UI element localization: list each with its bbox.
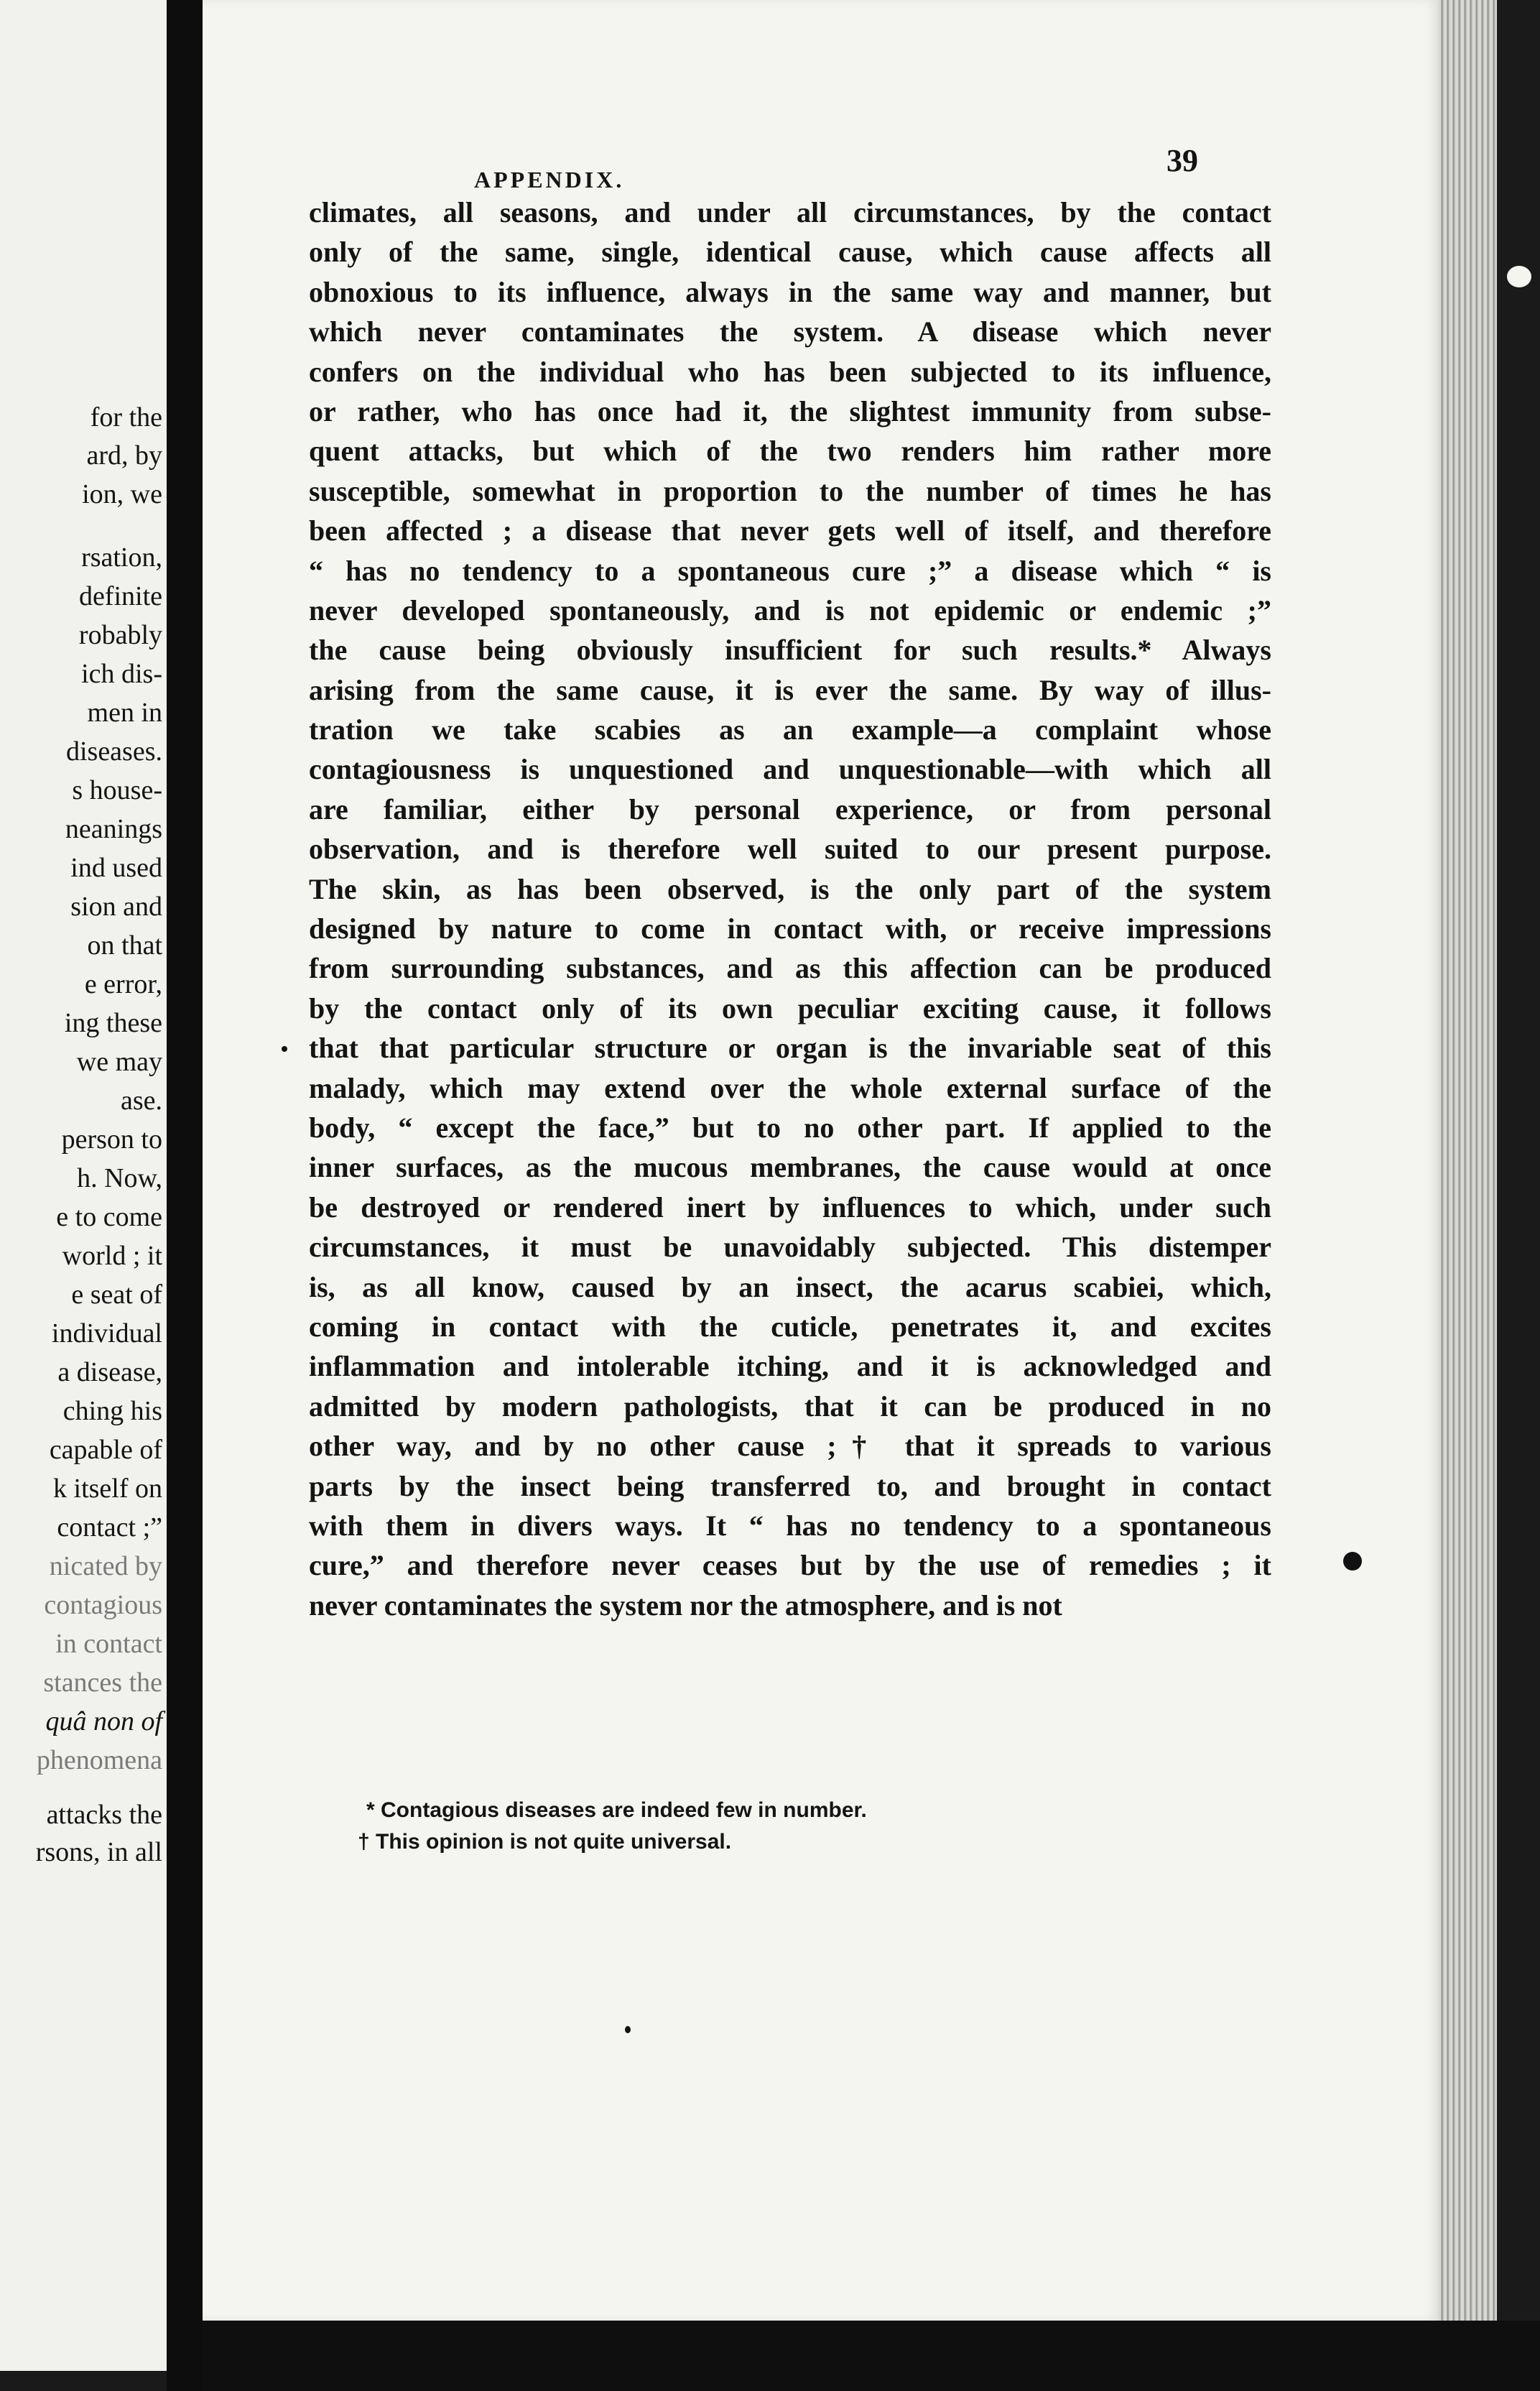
light-speck bbox=[1507, 266, 1531, 287]
text-line: coming in contact with the cuticle, penetrates it, and excites bbox=[309, 1310, 1271, 1343]
left-page-fragment: we may bbox=[76, 1047, 162, 1077]
text-line: contagiousness is unquestioned and unquestionable—with which all bbox=[309, 753, 1271, 786]
text-line: malady, which may extend over the whole external surface of the bbox=[309, 1071, 1271, 1104]
text-line: is, as all know, caused by an insect, the acarus scabiei, which, bbox=[309, 1270, 1271, 1303]
ink-speck bbox=[282, 1046, 287, 1052]
left-page-fragment: a disease, bbox=[57, 1357, 162, 1387]
text-line: quent attacks, but which of the two renders him rather more bbox=[309, 435, 1271, 468]
text-line: inner surfaces, as the mucous membranes, the cause would at once bbox=[309, 1151, 1271, 1184]
text-line: that that particular structure or organ is the invariable seat of this bbox=[309, 1032, 1271, 1065]
text-line: be destroyed or rendered inert by influences to which, under such bbox=[309, 1190, 1271, 1224]
left-page-fragment: ard, by bbox=[86, 440, 162, 471]
left-page-fragment: ching his bbox=[62, 1396, 162, 1426]
left-page-fragment: s house- bbox=[72, 775, 162, 805]
left-page-fragment: stances the bbox=[43, 1668, 162, 1698]
text-line: susceptible, somewhat in proportion to the number of times he has bbox=[309, 474, 1271, 507]
text-line: obnoxious to its influence, always in the same way and manner, but bbox=[309, 275, 1271, 308]
text-line: never contaminates the system nor the atmosphere, and is not bbox=[309, 1588, 1062, 1622]
left-page-fragment: ing these bbox=[64, 1008, 162, 1038]
left-page-fragment: rsation, bbox=[81, 542, 162, 573]
text-line: observation, and is therefore well suited to our present purpose. bbox=[309, 833, 1271, 866]
text-line: body, “ except the face,” but to no other part. If applied to the bbox=[309, 1111, 1271, 1144]
left-page-fragment: nicated by bbox=[49, 1551, 162, 1581]
text-line: with them in divers ways. It “ has no tendency to a spontaneous bbox=[309, 1509, 1271, 1542]
text-line: other way, and by no other cause ;† that it spreads to various bbox=[309, 1430, 1271, 1463]
text-line: climates, all seasons, and under all circumstances, by the contact bbox=[309, 196, 1271, 228]
text-line: the cause being obviously insufficient for such results.* Always bbox=[309, 634, 1271, 667]
ink-speck bbox=[1343, 1552, 1362, 1571]
page-number: 39 bbox=[1166, 143, 1198, 178]
book-gutter bbox=[167, 0, 203, 2391]
left-page-fragment: world ; it bbox=[62, 1241, 162, 1271]
text-line: The skin, as has been observed, is the only part of the system bbox=[309, 872, 1271, 905]
text-line: arising from the same cause, it is ever the same. By way of illus- bbox=[309, 673, 1271, 706]
left-page-fragment: for the bbox=[90, 402, 162, 433]
text-line: designed by nature to come in contact with, or receive impressions bbox=[309, 912, 1271, 945]
left-page-fragment: rsons, in all bbox=[35, 1837, 162, 1867]
left-page-fragment: in contact bbox=[55, 1629, 162, 1659]
page-edges bbox=[1438, 0, 1540, 2391]
text-line: parts by the insect being transferred to, and brought in contact bbox=[309, 1469, 1271, 1502]
text-line: inflammation and intolerable itching, and it is acknowledged and bbox=[309, 1350, 1271, 1383]
left-page-fragment: quâ non of bbox=[45, 1706, 162, 1736]
footnote-1: * Contagious diseases are indeed few in number. bbox=[366, 1798, 867, 1822]
left-page-fragment: attacks the bbox=[46, 1800, 162, 1830]
text-line: been affected ; a disease that never gets well of itself, and therefore bbox=[309, 514, 1271, 547]
left-page-fragment: phenomena bbox=[36, 1745, 162, 1775]
left-page-fragment: ind used bbox=[70, 853, 162, 883]
text-line: from surrounding substances, and as this affection can be produced bbox=[309, 952, 1271, 985]
left-page-fragment: ase. bbox=[120, 1086, 162, 1116]
text-line: are familiar, either by personal experience, or from personal bbox=[309, 792, 1271, 825]
left-page-fragment: e to come bbox=[56, 1202, 162, 1232]
text-line: “ has no tendency to a spontaneous cure ;” a disease which “ is bbox=[309, 554, 1271, 587]
text-line: tration we take scabies as an example—a complaint whose bbox=[309, 713, 1271, 746]
left-page-fragment: individual bbox=[51, 1318, 162, 1349]
scan-border bbox=[203, 2321, 1540, 2391]
left-page-fragment: ion, we bbox=[82, 479, 162, 509]
footnote-2: † This opinion is not quite universal. bbox=[358, 1830, 732, 1854]
left-page-fragment: definite bbox=[78, 581, 162, 611]
left-page-fragment: men in bbox=[87, 698, 162, 728]
left-page-fragment: e seat of bbox=[71, 1280, 162, 1310]
left-page-fragment: e error, bbox=[84, 969, 162, 999]
left-page-fragment: contagious bbox=[44, 1590, 162, 1620]
text-line: confers on the individual who has been subjected to its influence, bbox=[309, 355, 1271, 388]
left-page-fragment: sion and bbox=[70, 892, 162, 922]
left-page-fragment: diseases. bbox=[65, 736, 162, 767]
footnotes bbox=[358, 1795, 1228, 1858]
text-line: circumstances, it must be unavoidably subjected. This distemper bbox=[309, 1231, 1271, 1264]
text-line: never developed spontaneously, and is not epidemic or endemic ;” bbox=[309, 593, 1271, 626]
left-page-fragment: neanings bbox=[65, 814, 162, 844]
text-line: or rather, who has once had it, the slightest immunity from subse- bbox=[309, 394, 1271, 427]
left-page-fragment: ich dis- bbox=[81, 659, 162, 689]
left-page-fragment: contact ;” bbox=[57, 1512, 162, 1543]
ink-speck bbox=[625, 2026, 631, 2033]
left-page-fragment: capable of bbox=[49, 1435, 162, 1465]
left-page-fragment: on that bbox=[87, 930, 162, 961]
left-page-fragment: h. Now, bbox=[77, 1163, 162, 1193]
text-line: admitted by modern pathologists, that it can be produced in no bbox=[309, 1389, 1271, 1423]
left-page-fragment: robably bbox=[78, 620, 162, 650]
text-line: only of the same, single, identical cause, which cause affects all bbox=[309, 236, 1271, 269]
text-line: by the contact only of its own peculiar exciting cause, it follows bbox=[309, 991, 1271, 1025]
body-text bbox=[309, 193, 1271, 1625]
text-line: cure,” and therefore never ceases but by the use of remedies ; it bbox=[309, 1549, 1271, 1582]
left-page-fragment: k itself on bbox=[53, 1474, 162, 1504]
text-line: which never contaminates the system. A disease which never bbox=[309, 315, 1271, 348]
left-page-fragment: person to bbox=[61, 1124, 162, 1155]
running-head-title: APPENDIX. bbox=[474, 167, 625, 193]
